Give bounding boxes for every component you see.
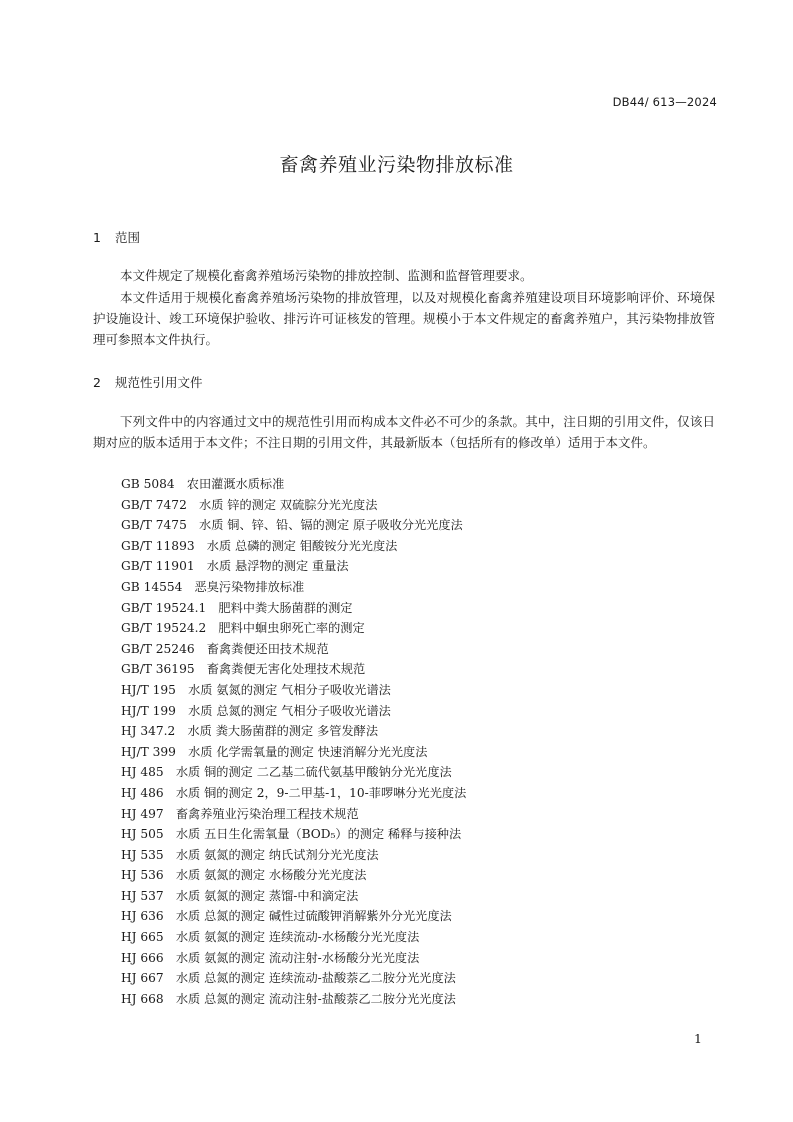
section-1-paragraph-1: 本文件规定了规模化畜禽养殖场污染物的排放控制、监测和监督管理要求。 bbox=[120, 268, 533, 283]
reference-item: GB/T 25246 畜禽粪便还田技术规范 bbox=[121, 641, 329, 656]
document-title: 畜禽养殖业污染物排放标准 bbox=[279, 154, 514, 176]
reference-item: HJ 347.2 水质 粪大肠菌群的测定 多管发酵法 bbox=[121, 724, 379, 739]
reference-item: HJ 537 水质 氨氮的测定 蒸馏-中和滴定法 bbox=[121, 888, 359, 903]
reference-item: HJ/T 399 水质 化学需氧量的测定 快速消解分光光度法 bbox=[121, 744, 428, 759]
standard-code: DB44/ 613—2024 bbox=[612, 95, 717, 109]
reference-item: HJ/T 199 水质 总氮的测定 气相分子吸收光谱法 bbox=[121, 703, 391, 718]
reference-item: GB/T 7472 水质 锌的测定 双硫腙分光光度法 bbox=[121, 497, 378, 512]
normative-reference-list bbox=[121, 474, 466, 1009]
reference-item: HJ 505 水质 五日生化需氧量（BOD₅）的测定 稀释与接种法 bbox=[121, 827, 462, 842]
section-2-number: 2 bbox=[93, 375, 101, 390]
reference-item: GB/T 36195 畜禽粪便无害化处理技术规范 bbox=[121, 662, 366, 677]
section-1-paragraph-2: 本文件适用于规模化畜禽养殖场污染物的排放管理，以及对规模化畜禽养殖建设项目环境影响评价、环境保护设施设计、竣工环境保护验收、排污许可证核发的管理。规模小于本文件规定的畜禽养殖户，其污染物排放管理可参照本文件执行。 bbox=[93, 290, 715, 347]
reference-item: HJ 485 水质 铜的测定 二乙基二硫代氨基甲酸钠分光光度法 bbox=[121, 765, 452, 780]
reference-item: GB/T 11901 水质 悬浮物的测定 重量法 bbox=[121, 559, 349, 574]
reference-item: HJ 668 水质 总氮的测定 流动注射-盐酸萘乙二胺分光光度法 bbox=[121, 991, 456, 1006]
page-number: 1 bbox=[694, 1031, 702, 1046]
reference-item: HJ 666 水质 氨氮的测定 流动注射-水杨酸分光光度法 bbox=[121, 950, 420, 965]
reference-item: GB 5084 农田灌溉水质标准 bbox=[121, 477, 285, 491]
reference-item: HJ 536 水质 氨氮的测定 水杨酸分光光度法 bbox=[121, 868, 367, 883]
reference-item: HJ 535 水质 氨氮的测定 纳氏试剂分光光度法 bbox=[121, 847, 379, 862]
reference-item: HJ 636 水质 总氮的测定 碱性过硫酸钾消解紫外分光光度法 bbox=[121, 909, 452, 924]
section-2-heading bbox=[93, 373, 203, 391]
reference-item: GB 14554 恶臭污染物排放标准 bbox=[121, 579, 305, 594]
reference-item: HJ 665 水质 氨氮的测定 连续流动-水杨酸分光光度法 bbox=[121, 930, 420, 945]
section-2-paragraph-1: 下列文件中的内容通过文中的规范性引用而构成本文件必不可少的条款。其中，注日期的引用文件，仅该日期对应的版本适用于本文件；不注日期的引用文件，其最新版本（包括所有的修改单）适用于本文件。 bbox=[93, 414, 715, 450]
reference-item: HJ 667 水质 总氮的测定 连续流动-盐酸萘乙二胺分光光度法 bbox=[121, 971, 456, 986]
reference-item: GB/T 19524.1 肥料中粪大肠菌群的测定 bbox=[121, 600, 353, 615]
section-2-title: 规范性引用文件 bbox=[115, 375, 203, 390]
section-1-title: 范围 bbox=[115, 230, 141, 245]
section-1-heading bbox=[93, 228, 140, 246]
reference-item: GB/T 11893 水质 总磷的测定 钼酸铵分光光度法 bbox=[121, 538, 398, 553]
reference-item: GB/T 19524.2 肥料中蛔虫卵死亡率的测定 bbox=[121, 621, 365, 636]
reference-item: HJ/T 195 水质 氨氮的测定 气相分子吸收光谱法 bbox=[121, 682, 391, 697]
reference-item: GB/T 7475 水质 铜、锌、铅、镉的测定 原子吸收分光光度法 bbox=[121, 518, 463, 533]
reference-item: HJ 497 畜禽养殖业污染治理工程技术规范 bbox=[121, 806, 359, 821]
section-1-number: 1 bbox=[93, 230, 101, 245]
reference-item: HJ 486 水质 铜的测定 2，9-二甲基-1，10-菲啰啉分光光度法 bbox=[121, 785, 467, 800]
